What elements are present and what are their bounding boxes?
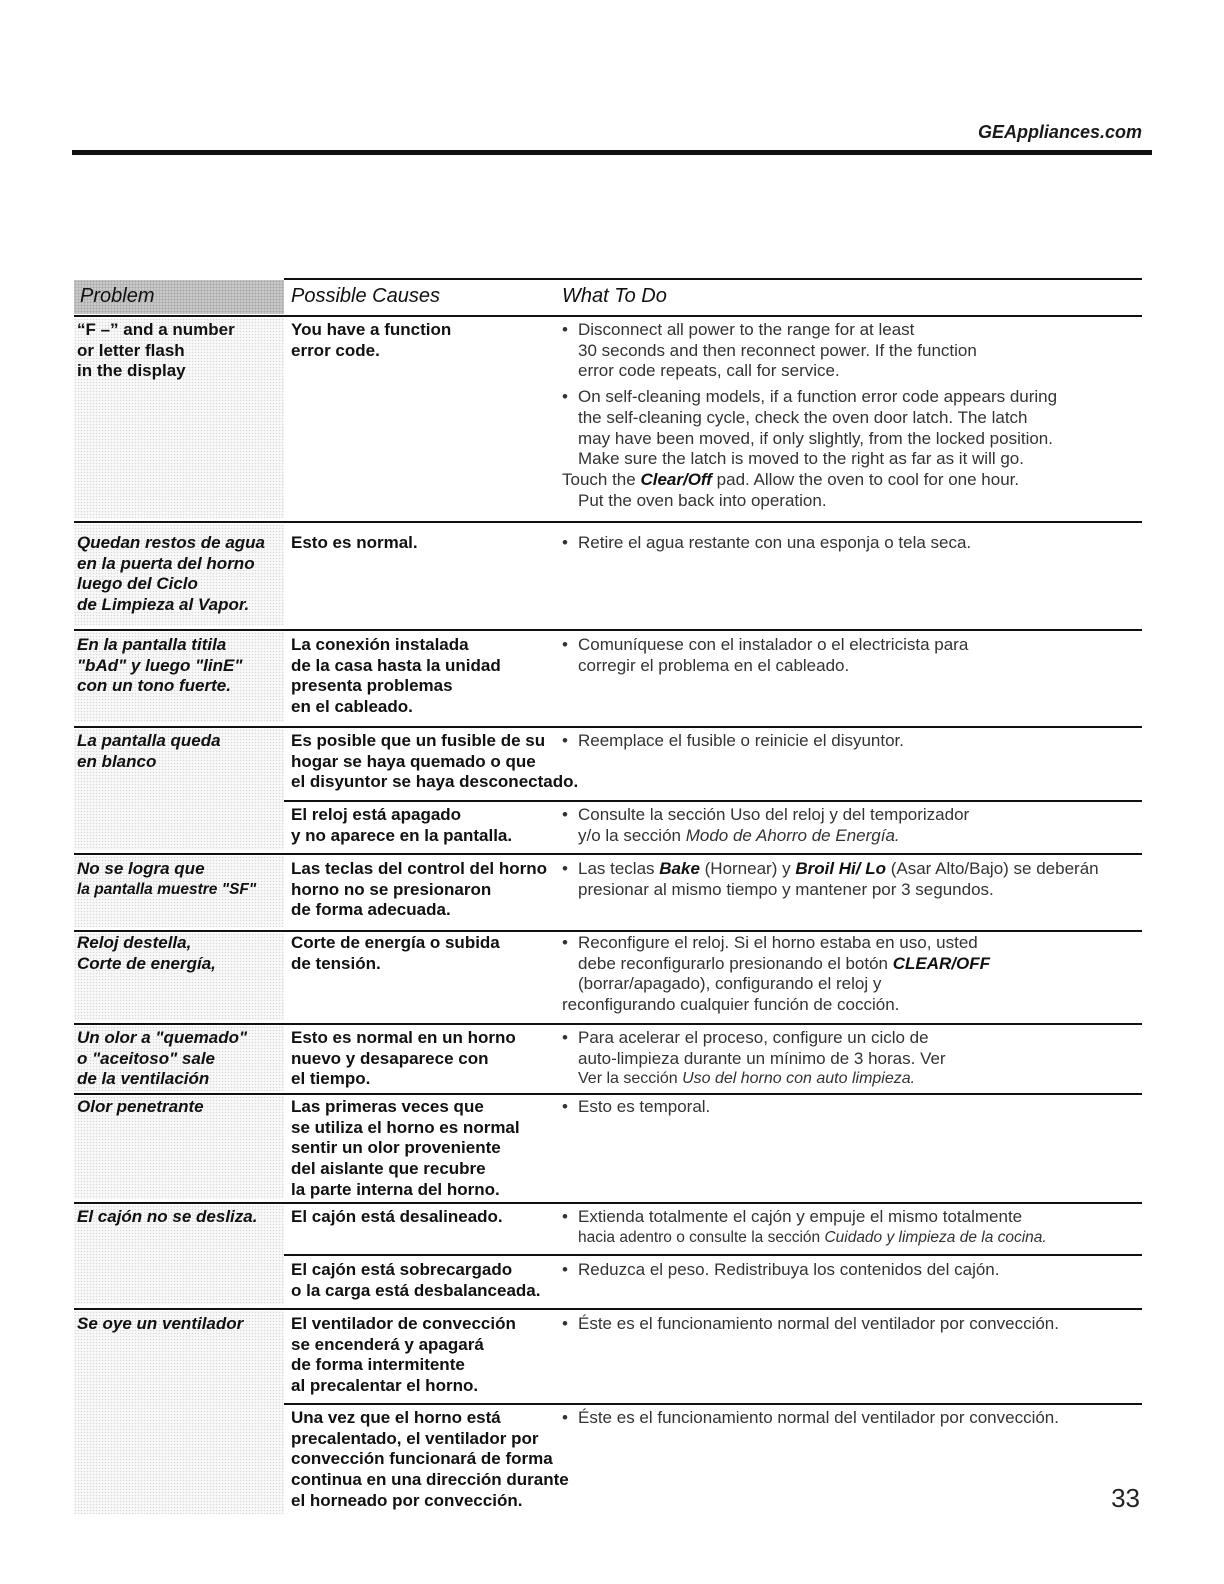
- row-rule: [74, 853, 1142, 855]
- cause-cell: Las teclas del control del horno horno no se presionaron de forma adecuada.: [291, 859, 547, 920]
- problem-cell: “F –” and a number or letter flash in the display: [77, 320, 235, 381]
- site-url: GEAppliances.com: [977, 122, 1142, 142]
- problem-cell: El cajón no se desliza.: [77, 1207, 258, 1226]
- header-bottom-rule: [74, 315, 1142, 317]
- column-header-todo: What To Do: [562, 285, 667, 307]
- todo-cell: • Esto es temporal.: [562, 1097, 710, 1118]
- todo-cell: • Éste es el funcionamiento normal del ventilador por convección.: [562, 1408, 1059, 1429]
- cause-cell: Esto es normal.: [291, 533, 418, 552]
- row-rule: [74, 1202, 1142, 1204]
- subrow-rule: [284, 800, 1142, 802]
- problem-cell: En la pantalla titila "bAd" y luego "linE" con un tono fuerte.: [77, 635, 243, 696]
- row-rule: [74, 1093, 1142, 1095]
- todo-cell: • Éste es el funcionamiento normal del ventilador por convección.: [562, 1314, 1059, 1335]
- todo-cell: • Retire el agua restante con una esponja o tela seca.: [562, 533, 971, 554]
- todo-cell: • Reconfigure el reloj. Si el horno estaba en uso, usted debe reconfigurarlo presionando el botón CLEAR/OFF (borrar/apagado), configurando el reloj y reconfigurando cualquier función de cocción.: [562, 933, 990, 1016]
- todo-cell: • Extienda totalmente el cajón y empuje el mismo totalmente hacia adentro o consulte la sección Cuidado y limpieza de la cocina.: [562, 1207, 1047, 1248]
- problem-cell: La pantalla queda en blanco: [77, 731, 221, 771]
- problem-shade: [74, 1311, 284, 1514]
- header-top-rule: [284, 278, 1142, 280]
- subrow-rule: [284, 1254, 1142, 1256]
- problem-cell: Un olor a "quemado" o "aceitoso" sale de la ventilación: [77, 1028, 248, 1089]
- cause-cell: You have a function error code.: [291, 320, 452, 360]
- problem-cell: No se logra que la pantalla muestre "SF": [77, 859, 257, 898]
- todo-cell: • Consulte la sección Uso del reloj y del temporizador y/o la sección Modo de Ahorro de Energía.: [562, 805, 969, 846]
- todo-cell: • Las teclas Bake (Hornear) y Broil Hi/ Lo (Asar Alto/Bajo) se deberán presionar al mismo tiempo y mantener por 3 segundos.: [562, 859, 1099, 900]
- column-header-problem: Problem: [80, 285, 155, 307]
- page-number: 33: [1111, 1483, 1140, 1513]
- header-rule: [72, 150, 1152, 155]
- row-rule: [74, 930, 1142, 932]
- cause-cell: El cajón está desalineado.: [291, 1207, 503, 1226]
- cause-cell: Es posible que un fusible de su hogar se haya quemado o que el disyuntor se haya desconectado.: [291, 731, 579, 792]
- row-rule: [74, 1308, 1142, 1310]
- todo-cell: • Comuníquese con el instalador o el electricista para corregir el problema en el cableado.: [562, 635, 968, 676]
- cause-cell: El reloj está apagado y no aparece en la pantalla.: [291, 805, 513, 845]
- subrow-rule: [284, 1403, 1142, 1405]
- problem-cell: Se oye un ventilador: [77, 1314, 244, 1333]
- row-rule: [74, 521, 1142, 523]
- todo-cell: • Reduzca el peso. Redistribuya los contenidos del cajón.: [562, 1260, 999, 1281]
- todo-cell: • Para acelerar el proceso, configure un ciclo de auto-limpieza durante un mínimo de 3 horas. Ver Ver la sección Uso del horno con auto limpieza.: [562, 1028, 946, 1090]
- cause-cell: Una vez que el horno está precalentado, el ventilador por convección funcionará de forma continua en una dirección durante el horneado por convección.: [291, 1408, 569, 1510]
- cause-cell: El ventilador de convección se encenderá y apagará de forma intermitente al precalentar el horno.: [291, 1314, 516, 1396]
- column-header-causes: Possible Causes: [291, 285, 440, 307]
- row-rule: [74, 629, 1142, 631]
- row-rule: [74, 726, 1142, 728]
- cause-cell: La conexión instalada de la casa hasta la unidad presenta problemas en el cableado.: [291, 635, 501, 717]
- cause-cell: Corte de energía o subida de tensión.: [291, 933, 500, 973]
- todo-cell: • Reemplace el fusible o reinicie el disyuntor.: [562, 731, 904, 752]
- problem-cell: Olor penetrante: [77, 1097, 204, 1116]
- cause-cell: Esto es normal en un horno nuevo y desaparece con el tiempo.: [291, 1028, 516, 1089]
- todo-cell: • Disconnect all power to the range for at least 30 seconds and then reconnect power. If the function error code repeats, call for service. • On self-cleaning models, if a function error code appears during the self-cleaning cycle, check the oven door latch. The latch may have been moved, if only slightly, from the locked position. Make sure the latch is moved to the right as far as it will go. Touch the Clear/Off pad. Allow the oven to cool for one hour. Put the oven back into operation.: [562, 320, 1057, 511]
- problem-cell: Quedan restos de agua en la puerta del horno luego del Ciclo de Limpieza al Vapor.: [77, 533, 265, 615]
- problem-cell: Reloj destella, Corte de energía,: [77, 933, 216, 973]
- cause-cell: Las primeras veces que se utiliza el horno es normal sentir un olor proveniente del aislante que recubre la parte interna del horno.: [291, 1097, 520, 1199]
- row-rule: [74, 1023, 1142, 1025]
- cause-cell: El cajón está sobrecargado o la carga está desbalanceada.: [291, 1260, 541, 1300]
